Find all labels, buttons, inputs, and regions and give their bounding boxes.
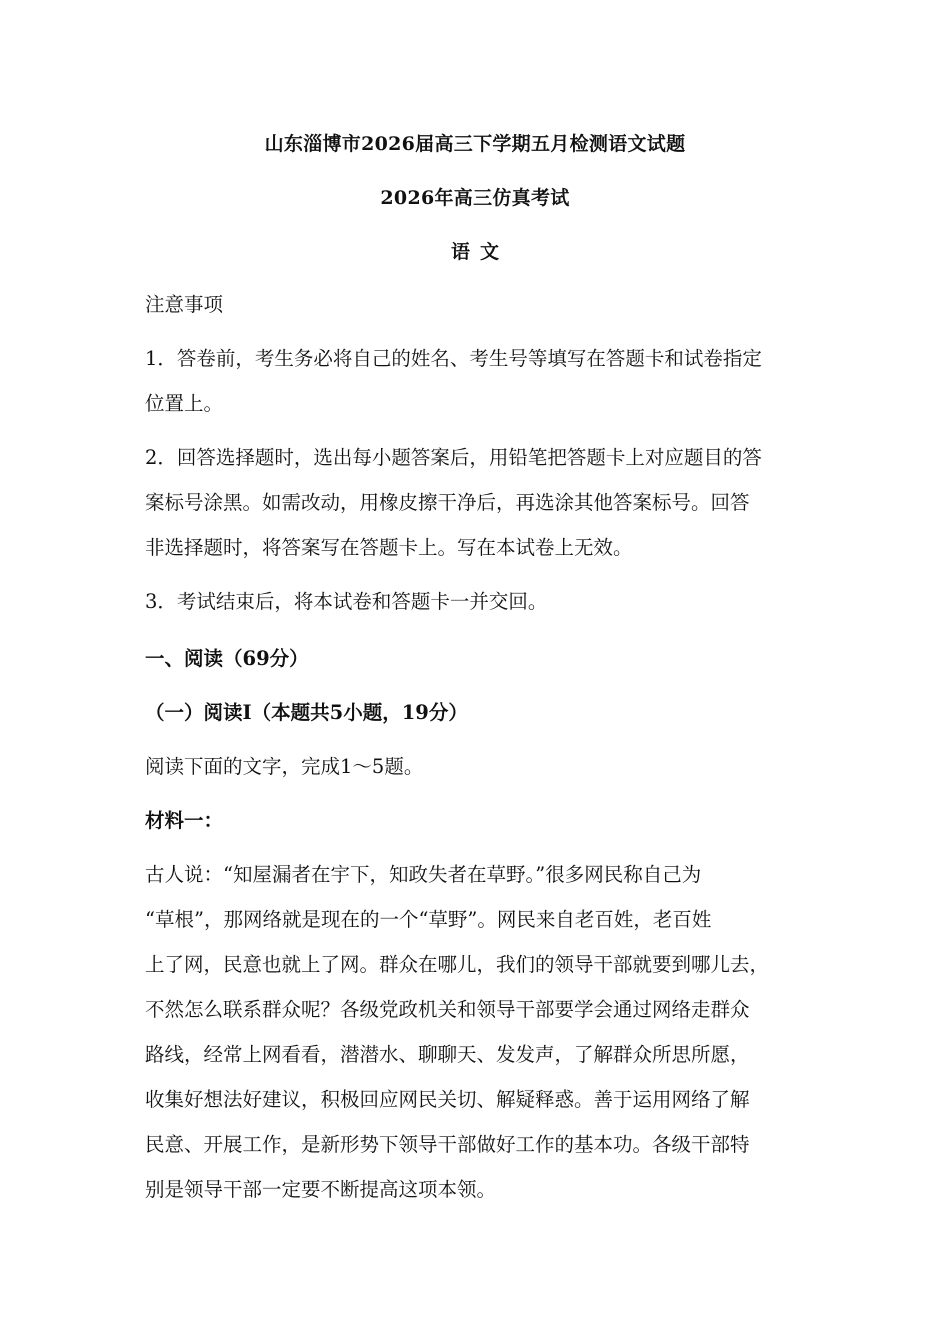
passage-line: 别是领导干部一定要不断提高这项本领。	[145, 1178, 497, 1201]
subsection-heading: （一）阅读Ⅰ（本题共5小题，19分）	[145, 701, 468, 724]
document-title: 山东淄博市2026届高三下学期五月检测语文试题	[264, 133, 686, 155]
notice-item-2-line-1: 2．回答选择题时，选出每小题答案后，用铅笔把答题卡上对应题目的答	[145, 446, 762, 469]
section-heading: 一、阅读（69分）	[145, 647, 309, 670]
passage-line: 收集好想法好建议，积极回应网民关切、解疑释惑。善于运用网络了解	[145, 1088, 750, 1111]
notice-item-1-line-2: 位置上。	[145, 392, 224, 415]
notice-item-2-line-2: 案标号涂黑。如需改动，用橡皮擦干净后，再选涂其他答案标号。回答	[145, 491, 750, 514]
material-label: 材料一：	[145, 809, 224, 832]
notice-item-1-line-1: 1．答卷前，考生务必将自己的姓名、考生号等填写在答题卡和试卷指定	[145, 347, 762, 370]
reading-section	[145, 636, 810, 1212]
passage-line: 路线，经常上网看看，潜潜水、聊聊天、发发声，了解群众所思所愿，	[145, 1043, 750, 1066]
passage-line: 古人说：“知屋漏者在宇下，知政失者在草野。”很多网民称自己为	[145, 863, 702, 886]
passage-line: 上了网，民意也就上了网。群众在哪儿，我们的领导干部就要到哪儿去，	[145, 953, 770, 976]
subject-title: 语文	[450, 241, 509, 263]
exam-subtitle: 2026年高三仿真考试	[380, 187, 570, 209]
passage-line: “草根”，那网络就是现在的一个“草野”。网民来自老百姓，老百姓	[145, 908, 712, 931]
notice-heading: 注意事项	[145, 293, 224, 316]
passage-line: 不然怎么联系群众呢？各级党政机关和领导干部要学会通过网络走群众	[145, 998, 750, 1021]
notice-item-3: 3．考试结束后，将本试卷和答题卡一并交回。	[145, 590, 548, 613]
notice-item-2-line-3: 非选择题时，将答案写在答题卡上。写在本试卷上无效。	[145, 536, 633, 559]
passage	[145, 852, 810, 1212]
notice-section	[145, 282, 810, 624]
passage-line: 民意、开展工作，是新形势下领导干部做好工作的基本功。各级干部特	[145, 1133, 750, 1156]
reading-instruction: 阅读下面的文字，完成1～5题。	[145, 755, 424, 778]
